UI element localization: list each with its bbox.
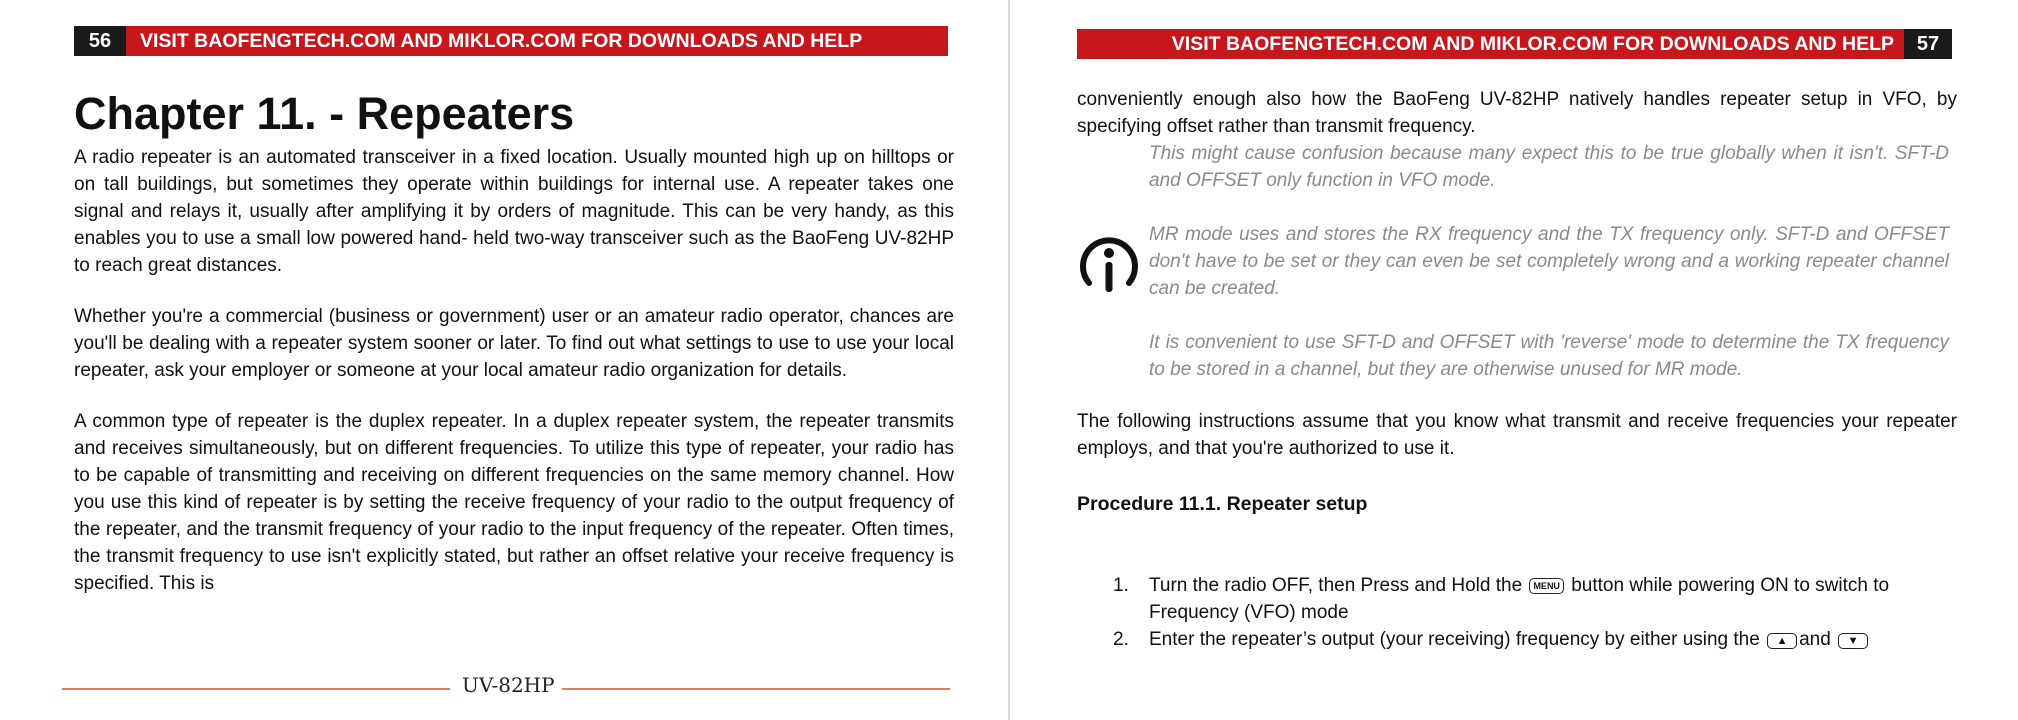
paragraph: Whether you're a commercial (business or government) user or an amateur radio operator, chances are you'll be dealing with a repeater system sooner or later. To find out what settings to use to use your local repeater, ask your employer or someone at your local amateur radio organization for details. xyxy=(74,306,954,381)
step-text: Turn the radio OFF, then Press and Hold the xyxy=(1149,575,1523,596)
procedure-title: Procedure 11.1. Repeater setup xyxy=(1077,493,1368,515)
up-arrow-key-icon: ▲ xyxy=(1767,633,1797,649)
right-page xyxy=(1010,0,2018,720)
step-item xyxy=(1077,626,1957,653)
step-text: button while powering ON to switch to Frequency (VFO) mode xyxy=(1149,575,1890,623)
page-number: 57 xyxy=(1904,29,1952,59)
left-page xyxy=(0,0,1008,720)
note-text: This might cause confusion because many expect this to be true globally when it isn't. SFT-D and OFFSET only function in VFO mode. xyxy=(1149,143,1949,191)
info-icon xyxy=(1077,229,1141,301)
right-body xyxy=(1077,86,1957,653)
procedure-steps xyxy=(1077,572,1957,653)
step-number: 2. xyxy=(1113,629,1129,650)
note-text: It is convenient to use SFT-D and OFFSET with 'reverse' mode to determine the TX frequency to be stored in a channel, but they are otherwise unused for MR mode. xyxy=(1149,332,1949,380)
instructions-paragraph: The following instructions assume that you know what transmit and receive frequencies your repeater employs, and that you're authorized to use it. xyxy=(1077,411,1957,459)
paragraph: A common type of repeater is the duplex repeater. In a duplex repeater system, the repeater transmits and receives simultaneously, but on different frequencies. To utilize this type of repeater, your radio has to be capable of transmitting and receiving on different frequencies on the same memory channel. How you use this kind of repeater is by setting the receive frequency of your radio to the output frequency of the repeater, and the transmit frequency of your radio to the input frequency of the repeater. Often times, the transmit frequency to use isn't explicitly stated, but rather an offset relative your receive frequency is specified. This is xyxy=(74,411,954,594)
chapter-title: Chapter 11. - Repeaters xyxy=(74,88,575,139)
header-banner xyxy=(74,26,948,56)
banner-text: VISIT BAOFENGTECH.COM AND MIKLOR.COM FOR DOWNLOADS AND HELP xyxy=(1077,29,1904,59)
page-number: 56 xyxy=(74,26,126,56)
paragraph: A radio repeater is an automated transceiver in a fixed location. Usually mounted high up on hilltops or on tall buildings, but sometimes they operate within buildings for internal use. A repeater takes one signal and relays it, usually after amplifying it by orders of magnitude. This can be very handy, as this enables you to use a small low powered hand- held two-way transceiver such as the BaoFeng UV-82HP to reach great distances. xyxy=(74,147,954,276)
header-banner xyxy=(1077,29,1952,59)
footer-model-label: UV-82HP xyxy=(462,673,555,697)
intro-paragraph: conveniently enough also how the BaoFeng UV-82HP natively handles repeater setup in VFO, by specifying offset rather than transmit frequency. xyxy=(1077,89,1957,137)
note-block xyxy=(1149,140,1949,383)
menu-key-icon: MENU xyxy=(1529,578,1564,594)
banner-text: VISIT BAOFENGTECH.COM AND MIKLOR.COM FOR DOWNLOADS AND HELP xyxy=(126,26,948,56)
step-number: 1. xyxy=(1113,575,1129,596)
note-text: MR mode uses and stores the RX frequency and the TX frequency only. SFT-D and OFFSET don't have to be set or they can even be set completely wrong and a working repeater channel can be created. xyxy=(1149,224,1949,299)
step-text: Enter the repeater’s output (your receiving) frequency by either using the xyxy=(1149,629,1760,650)
footer-rule-right xyxy=(562,688,950,690)
footer-rule-left xyxy=(62,688,450,690)
left-body xyxy=(74,144,954,621)
step-connector: and xyxy=(1799,629,1831,650)
step-item xyxy=(1077,572,1957,626)
down-arrow-key-icon: ▼ xyxy=(1838,633,1868,649)
